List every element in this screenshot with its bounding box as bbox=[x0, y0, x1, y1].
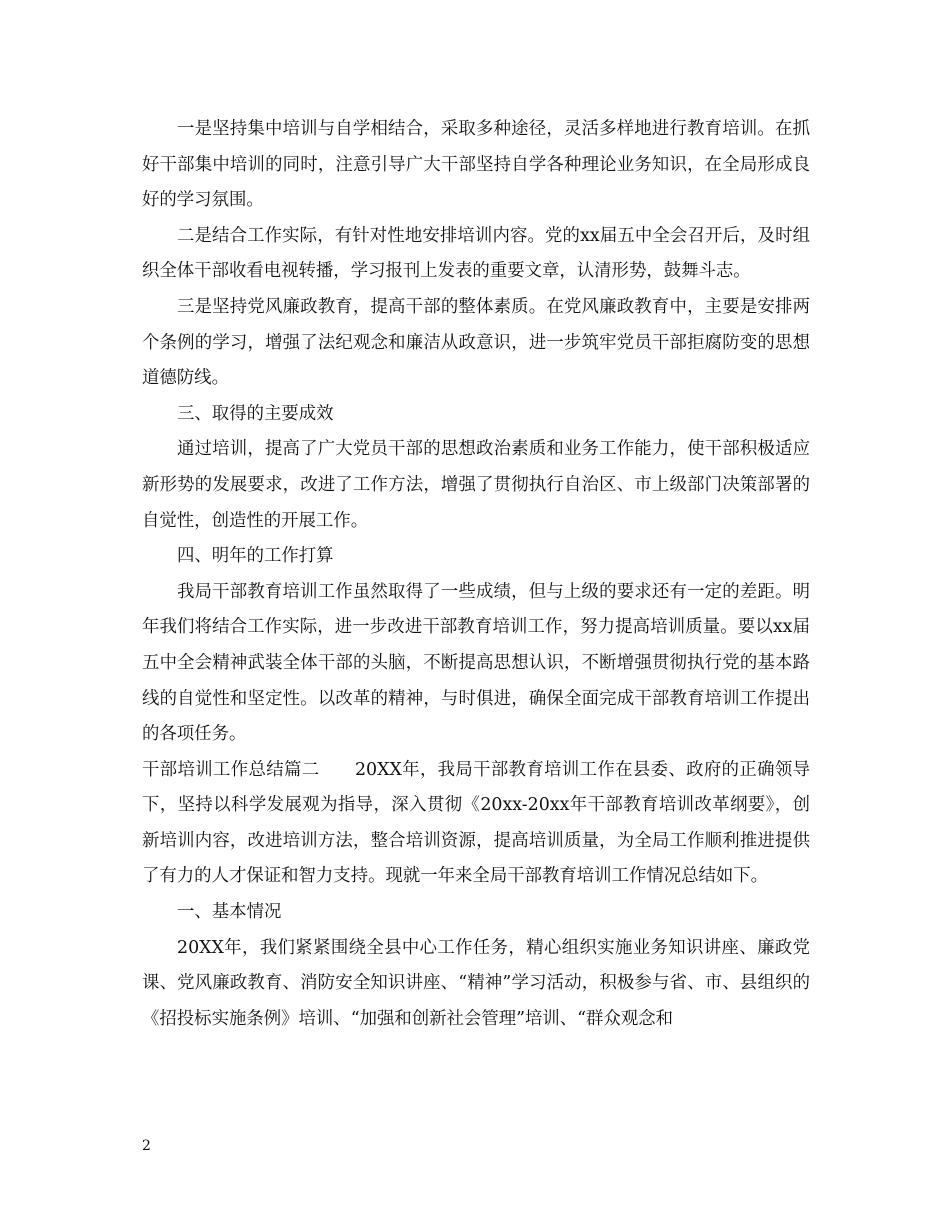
paragraph-1: 一是坚持集中培训与自学相结合，采取多种途径，灵活多样地进行教育培训。在抓好干部集中培训的同时，注意引导广大干部坚持自学各种理论业务知识，在全局形成良好的学习氛围。 bbox=[142, 119, 810, 211]
paragraph-3: 三是坚持党风廉政教育，提高干部的整体素质。在党风廉政教育中，主要是安排两个条例的学习，增强了法纪观念和廉洁从政意识，进一步筑牢党员干部拒腐防变的思想道德防线。 bbox=[142, 296, 810, 389]
section-heading-next-year: 四、明年的工作打算 bbox=[177, 546, 334, 567]
document-body bbox=[142, 112, 810, 1037]
paragraph-7: 20XX年，我们紧紧围绕全县中心工作任务，精心组织实施业务知识讲座、廉政党课、党风廉政教育、消防安全知识讲座、“精神”学习活动，积极参与省、市、县组织的《招投标实施条例》培训、“加强和创新社会管理”培训、“群众观念和 bbox=[142, 937, 810, 1029]
paragraph-5: 我局干部教育培训工作虽然取得了一些成绩，但与上级的要求还有一定的差距。明年我们将结合工作实际，进一步改进干部教育培训工作，努力提高培训质量。要以xx届五中全会精神武装全体干部的头脑，不断提高思想认识，不断增强贯彻执行党的基本路线的自觉性和坚定性。以改革的精神，与时俱进，确保全面完成干部教育培训工作提出的各项任务。 bbox=[142, 581, 810, 745]
paragraph-2: 二是结合工作实际，有针对性地安排培训内容。党的xx届五中全会召开后，及时组织全体干部收看电视转播，学习报刊上发表的重要文章，认清形势，鼓舞斗志。 bbox=[142, 225, 810, 282]
section-heading-achievements: 三、取得的主要成效 bbox=[177, 403, 334, 424]
paragraph-4: 通过培训，提高了广大党员干部的思想政治素质和业务工作能力，使干部积极适应新形势的发展要求，改进了工作方法，增强了贯彻执行自治区、市上级部门决策部署的自觉性，创造性的开展工作。 bbox=[142, 439, 810, 531]
paragraph-6: 干部培训工作总结篇二 20XX年，我局干部教育培训工作在县委、政府的正确领导下，坚持以科学发展观为指导，深入贯彻《20xx-20xx年干部教育培训改革纲要》，创新培训内容，改进培训方法，整合培训资源，提高培训质量，为全局工作顺利推进提供了有力的人才保证和智力支持。现就一年来全局干部教育培训工作情况总结如下。 bbox=[142, 759, 810, 887]
section-heading-basic-situation: 一、基本情况 bbox=[177, 902, 282, 923]
page-number: 2 bbox=[142, 1138, 151, 1154]
